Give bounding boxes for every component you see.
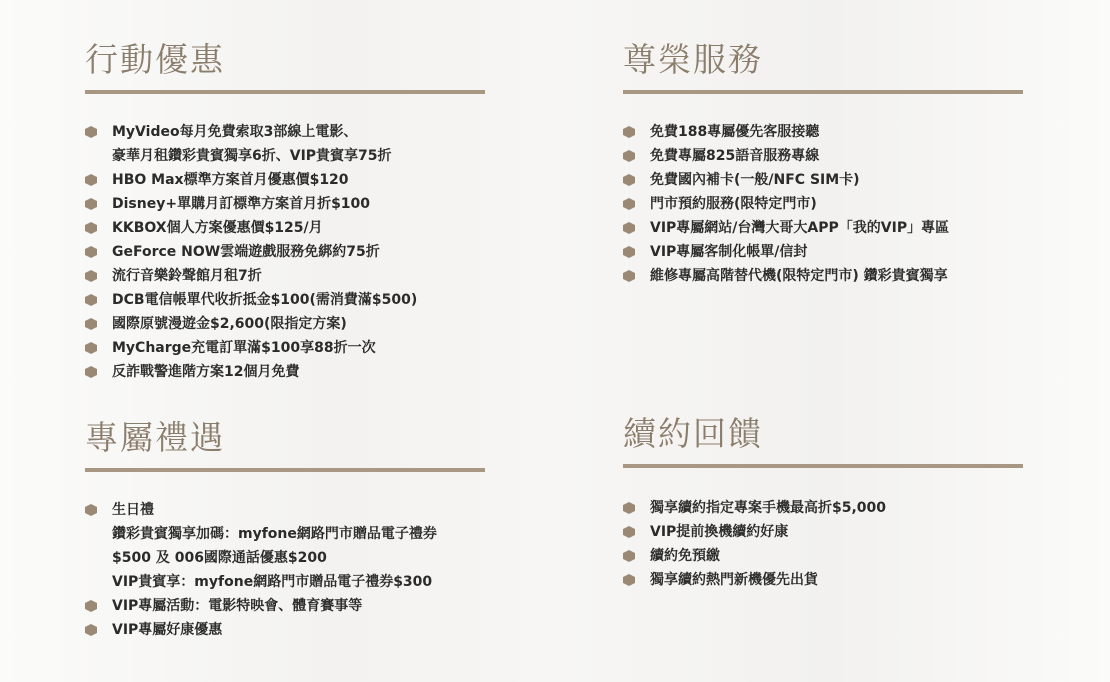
- offer-list: [85, 120, 485, 384]
- list-item: 獨享續約指定專案手機最高折$5,000: [623, 496, 1023, 520]
- hexagon-bullet-icon: [623, 246, 635, 258]
- list-item: 免費專屬825語音服務專線: [623, 144, 1023, 168]
- perk-list: [85, 498, 485, 642]
- list-item: 免費188專屬優先客服接聽: [623, 120, 1023, 144]
- list-item: MyVideo每月免費索取3部線上電影、 豪華月租鑽彩貴賓獨享6折、VIP貴賓享75折: [85, 120, 485, 168]
- hexagon-bullet-icon: [85, 342, 97, 354]
- list-item: KKBOX個人方案優惠價$125/月: [85, 216, 485, 240]
- list-item: 國際原號漫遊金$2,600(限指定方案): [85, 312, 485, 336]
- list-item: 門市預約服務(限特定門市): [623, 192, 1023, 216]
- hexagon-bullet-icon: [85, 366, 97, 378]
- renewal-list: [623, 496, 1023, 592]
- service-list: [623, 120, 1023, 288]
- section-divider: [623, 464, 1023, 468]
- hexagon-bullet-icon: [85, 126, 97, 138]
- hexagon-bullet-icon: [623, 270, 635, 282]
- hexagon-bullet-icon: [85, 174, 97, 186]
- list-item: 流行音樂鈴聲館月租7折: [85, 264, 485, 288]
- list-item: 獨享續約熱門新機優先出貨: [623, 568, 1023, 592]
- list-item: GeForce NOW雲端遊戲服務免綁約75折: [85, 240, 485, 264]
- hexagon-bullet-icon: [85, 504, 97, 516]
- hexagon-bullet-icon: [623, 198, 635, 210]
- hexagon-bullet-icon: [85, 624, 97, 636]
- hexagon-bullet-icon: [85, 318, 97, 330]
- list-item: 生日禮 鑽彩貴賓獨享加碼：myfone網路門市贈品電子禮券 $500 及 006國際通話優惠$200 VIP貴賓享：myfone網路門市贈品電子禮券$300: [85, 498, 485, 594]
- section-divider: [623, 90, 1023, 94]
- list-item: Disney+單購月訂標準方案首月折$100: [85, 192, 485, 216]
- hexagon-bullet-icon: [623, 526, 635, 538]
- section-title: 行動優惠: [85, 40, 225, 79]
- list-item: VIP專屬客制化帳單/信封: [623, 240, 1023, 264]
- section-renewal-rewards: [623, 414, 1023, 592]
- hexagon-bullet-icon: [623, 550, 635, 562]
- section-divider: [85, 468, 485, 472]
- hexagon-bullet-icon: [623, 126, 635, 138]
- list-item: 維修專屬高階替代機(限特定門市) 鑽彩貴賓獨享: [623, 264, 1023, 288]
- section-exclusive-perks: [85, 418, 485, 642]
- list-item: MyCharge充電訂單滿$100享88折一次: [85, 336, 485, 360]
- hexagon-bullet-icon: [85, 246, 97, 258]
- hexagon-bullet-icon: [85, 270, 97, 282]
- hexagon-bullet-icon: [623, 150, 635, 162]
- hexagon-bullet-icon: [85, 222, 97, 234]
- section-honor-services: [623, 40, 1023, 288]
- list-item: HBO Max標準方案首月優惠價$120: [85, 168, 485, 192]
- list-item: DCB電信帳單代收折抵金$100(需消費滿$500): [85, 288, 485, 312]
- hexagon-bullet-icon: [85, 294, 97, 306]
- list-item: VIP提前換機續約好康: [623, 520, 1023, 544]
- section-mobile-offers: [85, 40, 485, 384]
- section-title: 專屬禮遇: [85, 418, 225, 457]
- section-divider: [85, 90, 485, 94]
- list-item: VIP專屬活動：電影特映會、體育賽事等: [85, 594, 485, 618]
- list-item: VIP專屬好康優惠: [85, 618, 485, 642]
- list-item: 續約免預繳: [623, 544, 1023, 568]
- hexagon-bullet-icon: [85, 600, 97, 612]
- hexagon-bullet-icon: [85, 198, 97, 210]
- hexagon-bullet-icon: [623, 222, 635, 234]
- list-item: 反詐戰警進階方案12個月免費: [85, 360, 485, 384]
- section-title: 尊榮服務: [623, 40, 763, 79]
- hexagon-bullet-icon: [623, 502, 635, 514]
- hexagon-bullet-icon: [623, 174, 635, 186]
- section-title: 續約回饋: [623, 414, 763, 453]
- list-item: 免費國內補卡(一般/NFC SIM卡): [623, 168, 1023, 192]
- hexagon-bullet-icon: [623, 574, 635, 586]
- list-item: VIP專屬網站/台灣大哥大APP「我的VIP」專區: [623, 216, 1023, 240]
